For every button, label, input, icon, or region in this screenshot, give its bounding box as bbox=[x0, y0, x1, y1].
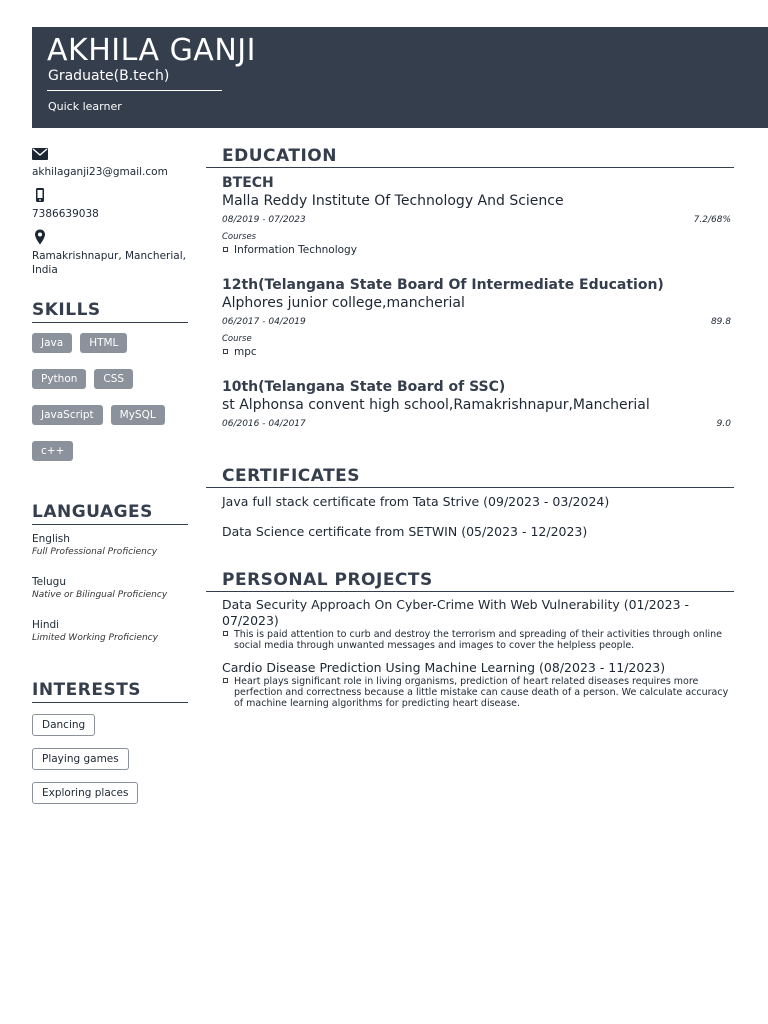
course-name: mpc bbox=[234, 346, 257, 358]
contact-phone bbox=[32, 187, 188, 221]
main-column bbox=[206, 146, 734, 709]
skill-tag: Java bbox=[32, 333, 72, 353]
email-text[interactable]: akhilaganji23@gmail.com bbox=[32, 166, 168, 178]
sidebar bbox=[32, 145, 188, 799]
skill-tag: HTML bbox=[80, 333, 127, 353]
candidate-name: AKHILA GANJI bbox=[47, 33, 256, 68]
language-item bbox=[32, 575, 188, 601]
candidate-title: Graduate(B.tech) bbox=[48, 68, 170, 84]
certificate-item: Data Science certificate from SETWIN (05/2023 - 12/2023) bbox=[222, 524, 588, 539]
certificates-heading: CERTIFICATES bbox=[206, 466, 734, 488]
languages-heading: LANGUAGES bbox=[32, 502, 188, 525]
bullet-square-icon bbox=[223, 678, 228, 683]
language-level: Full Professional Proficiency bbox=[32, 547, 158, 557]
project-description-text: This is paid attention to curb and destroy the terrorism and spreading of their activities through online social media through unwanted messages and images to cover the helpless people. bbox=[234, 629, 722, 651]
language-name: Telugu bbox=[32, 576, 66, 588]
title-underline bbox=[47, 90, 222, 91]
interest-tag: Dancing bbox=[32, 714, 95, 736]
language-level: Native or Bilingual Proficiency bbox=[32, 590, 168, 600]
interest-tag: Playing games bbox=[32, 748, 129, 770]
skill-tag: JavaScript bbox=[32, 405, 103, 425]
phone-icon bbox=[32, 187, 188, 203]
skill-tag: Python bbox=[32, 369, 86, 389]
skill-tag: MySQL bbox=[111, 405, 165, 425]
projects-heading: PERSONAL PROJECTS bbox=[206, 570, 734, 592]
bullet-square-icon bbox=[223, 247, 228, 252]
candidate-summary: Quick learner bbox=[48, 100, 122, 113]
language-name: English bbox=[32, 533, 70, 545]
education-entry bbox=[206, 277, 734, 359]
edu-meta bbox=[222, 315, 731, 329]
language-level: Limited Working Proficiency bbox=[32, 633, 158, 643]
skill-tag: c++ bbox=[32, 441, 73, 461]
languages-section bbox=[32, 502, 188, 644]
edu-score: 9.0 bbox=[716, 419, 731, 429]
education-entry bbox=[206, 175, 734, 257]
contact-address bbox=[32, 229, 188, 277]
edu-school: Alphores junior college,mancherial bbox=[222, 295, 465, 311]
edu-dates: 08/2019 - 07/2023 bbox=[222, 215, 306, 225]
project-title: Cardio Disease Prediction Using Machine Learning (08/2023 - 11/2023) bbox=[222, 660, 666, 675]
bullet-square-icon bbox=[223, 631, 228, 636]
language-item bbox=[32, 532, 188, 558]
address-text: Ramakrishnapur, Mancherial, India bbox=[32, 250, 186, 276]
project-description bbox=[206, 676, 734, 709]
location-pin-icon bbox=[32, 229, 188, 245]
edu-school: st Alphonsa convent high school,Ramakrishnapur,Mancherial bbox=[222, 397, 650, 413]
edu-dates: 06/2016 - 04/2017 bbox=[222, 419, 306, 429]
edu-score: 7.2/68% bbox=[693, 215, 731, 225]
project-title: Data Security Approach On Cyber-Crime With Web Vulnerability (01/2023 - 07/2023) bbox=[222, 597, 690, 628]
interests-section bbox=[32, 680, 188, 815]
contact-email bbox=[32, 145, 188, 179]
skills-heading: SKILLS bbox=[32, 300, 188, 323]
edu-course-label: Course bbox=[222, 334, 252, 344]
edu-course-label: Courses bbox=[222, 232, 257, 242]
edu-meta bbox=[222, 417, 731, 431]
course-item bbox=[222, 243, 731, 257]
language-name: Hindi bbox=[32, 619, 60, 631]
edu-school: Malla Reddy Institute Of Technology And Science bbox=[222, 193, 564, 209]
interest-tag: Exploring places bbox=[32, 782, 138, 804]
skill-tags bbox=[32, 333, 188, 461]
envelope-icon bbox=[32, 145, 188, 161]
language-item bbox=[32, 618, 188, 644]
education-heading: EDUCATION bbox=[206, 146, 734, 168]
bullet-square-icon bbox=[223, 349, 228, 354]
course-name: Information Technology bbox=[234, 244, 357, 256]
edu-degree: 10th(Telangana State Board of SSC) bbox=[222, 379, 506, 395]
interests-heading: INTERESTS bbox=[32, 680, 188, 703]
certificate-item: Java full stack certificate from Tata Strive (09/2023 - 03/2024) bbox=[222, 494, 610, 509]
edu-meta bbox=[222, 213, 731, 227]
education-entry bbox=[206, 379, 734, 431]
edu-degree: BTECH bbox=[222, 175, 274, 191]
edu-dates: 06/2017 - 04/2019 bbox=[222, 317, 306, 327]
skills-section bbox=[32, 300, 188, 461]
project-description bbox=[206, 629, 734, 651]
resume-header bbox=[32, 27, 768, 128]
phone-text[interactable]: 7386639038 bbox=[32, 208, 99, 220]
edu-score: 89.8 bbox=[710, 317, 731, 327]
course-item bbox=[222, 345, 731, 359]
interest-list bbox=[32, 713, 188, 815]
project-description-text: Heart plays significant role in living organisms, prediction of heart related diseases requires more perfection and correctness because a little mistake can cause death of a person. We calculate accuracy of machine learning algorithms for predicting heart disease. bbox=[234, 676, 729, 709]
edu-degree: 12th(Telangana State Board Of Intermediate Education) bbox=[222, 277, 664, 293]
skill-tag: CSS bbox=[94, 369, 133, 389]
